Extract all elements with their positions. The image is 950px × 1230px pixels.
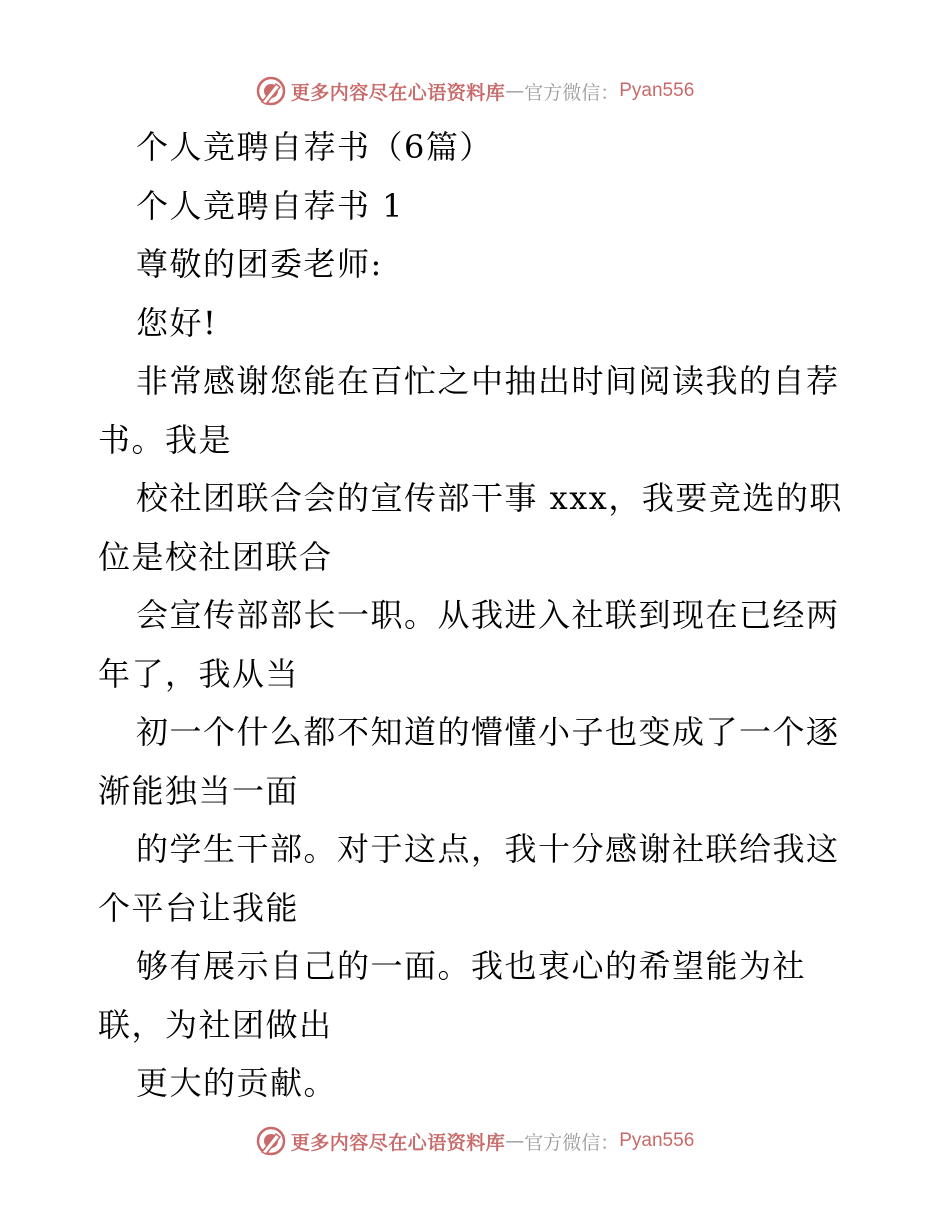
watermark-wechat-label: 官方微信：: [524, 81, 620, 104]
paragraph-line: 够有展示自己的一面。我也衷心的希望能为社: [136, 947, 807, 985]
section-heading: 个人竞聘自荐书 1: [136, 186, 405, 225]
paragraph-line: 会宣传部部长一职。从我进入社联到现在已经两: [136, 596, 840, 634]
paragraph-line: 年了，我从当: [98, 654, 300, 693]
pen-logo-icon: [256, 1126, 286, 1156]
watermark-separator: —: [505, 1130, 525, 1152]
paragraph-line: 校社团联合会的宣传部干事 xxx，我要竞选的职: [136, 479, 843, 517]
watermark-main-text: 更多内容尽在心语资料库: [290, 81, 506, 104]
pen-logo-icon: [256, 76, 286, 106]
paragraph-line: 初一个什么都不知道的懵懂小子也变成了一个逐: [136, 713, 840, 751]
paragraph-line: 位是校社团联合: [98, 537, 333, 576]
watermark-wechat-label: 官方微信：: [524, 1131, 620, 1154]
footer-watermark: [0, 1121, 950, 1161]
document-title: 个人竞聘自荐书（6篇）: [136, 128, 493, 166]
paragraph-line: 渐能独当一面: [98, 771, 300, 810]
paragraph-line: 非常感谢您能在百忙之中抽出时间阅读我的自荐: [136, 362, 840, 400]
salutation: 尊敬的团委老师:: [136, 245, 383, 283]
document-body: [98, 118, 858, 1113]
paragraph-line: 联，为社团做出: [98, 1005, 333, 1044]
greeting: 您好!: [136, 303, 218, 342]
watermark-wechat-id: Pyan556: [619, 80, 695, 101]
watermark-separator: —: [505, 80, 525, 102]
watermark-wechat-id: Pyan556: [619, 1130, 695, 1151]
paragraph-line: 的学生干部。对于这点，我十分感谢社联给我这: [136, 830, 840, 868]
watermark-main-text: 更多内容尽在心语资料库: [290, 1131, 506, 1154]
paragraph-line: 更大的贡献。: [136, 1064, 338, 1102]
paragraph-line: 个平台让我能: [98, 888, 300, 927]
header-watermark: [0, 71, 950, 111]
paragraph-line: 书。我是: [98, 420, 233, 459]
